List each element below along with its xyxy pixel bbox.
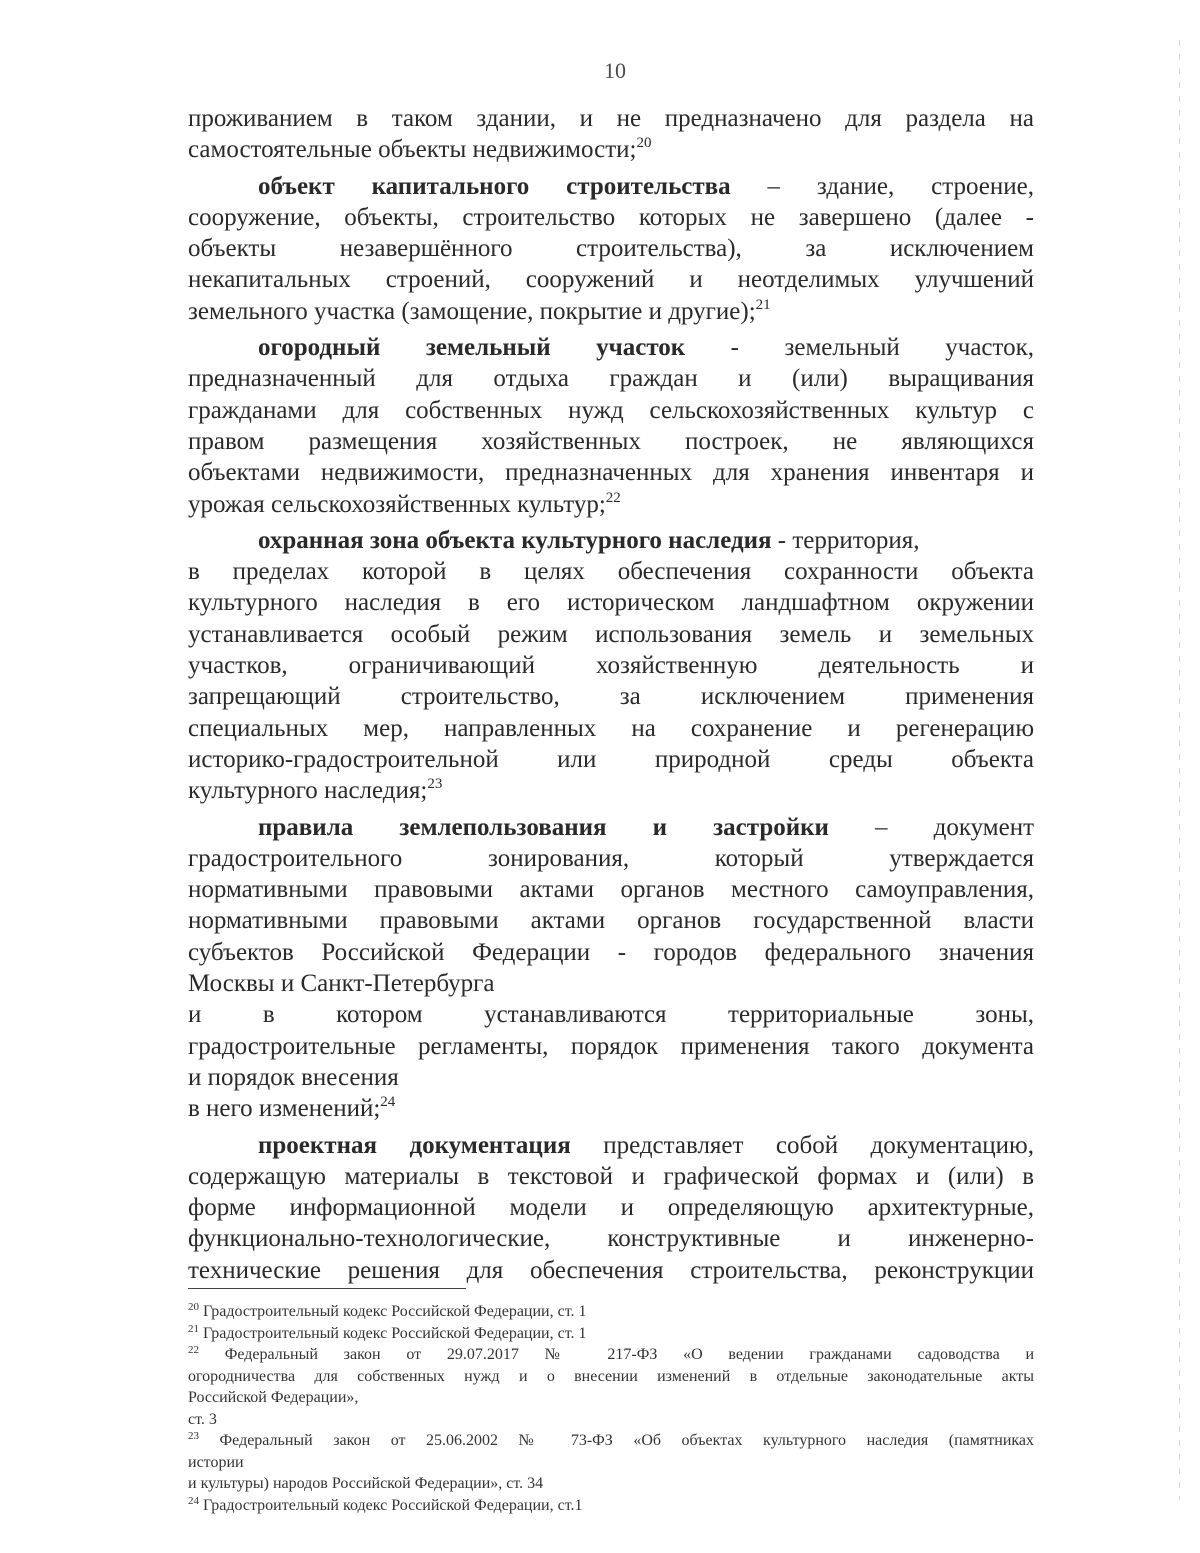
text-line: объектами недвижимости, предназначенных для хранения инвентаря и — [188, 459, 1034, 487]
footnotes — [188, 1301, 1034, 1516]
text-line-content: урожая сельскохозяйственных культур; — [188, 490, 606, 518]
footnote-ref: 20 — [636, 135, 652, 152]
text-line: функционально-технологические, конструктивные и инженерно- — [188, 1225, 1034, 1253]
footnote-line: ст. 3 — [188, 1410, 217, 1428]
text-line — [188, 812, 1034, 843]
footnote — [188, 1301, 1034, 1323]
text-line: Москвы и Санкт-Петербурга — [188, 970, 495, 998]
footnote-ref: 24 — [380, 1094, 396, 1111]
text-line-content: самостоятельные объекты недвижимости; — [188, 136, 637, 164]
footnote-line: и культуры) народов Российской Федерации», ст. 34 — [188, 1475, 544, 1492]
text-line: запрещающий строительство, за исключением применения — [188, 683, 1034, 711]
footnote-text: Градостроительный кодекс Российской Федерации, ст.1 — [203, 1496, 583, 1514]
defined-term: огородный земельный участок — [258, 334, 686, 362]
text-line-content: земельного участка (замощение, покрытие и другие); — [188, 297, 756, 325]
text-line-content: - земельный участок, — [685, 334, 1035, 362]
text-line — [188, 134, 1034, 165]
footnote-line — [188, 1344, 1034, 1366]
footnote-number: 23 — [188, 1430, 199, 1442]
text-line — [188, 775, 1034, 806]
definition-paragraph — [188, 332, 1034, 520]
text-line: некапитальных строений, сооружений и неотделимых улучшений — [188, 266, 1034, 294]
footnote-ref: 22 — [605, 489, 621, 506]
text-line: нормативными правовыми актами органов государственной власти — [188, 907, 1034, 935]
definition-paragraph — [188, 812, 1034, 1125]
text-line-content: в него изменений; — [188, 1095, 381, 1123]
text-line: нормативными правовыми актами органов местного самоуправления, — [188, 876, 1034, 904]
footnote-ref: 21 — [755, 296, 771, 313]
footnote-text: Федеральный закон от 25.06.2002 № 73-ФЗ «Об объектах культурного наследия (памятниках — [219, 1432, 1035, 1449]
text-line: культурного наследия в его историческом ландшафтном окружении — [188, 589, 1034, 617]
text-line-content: культурного наследия; — [188, 777, 428, 805]
footnote-line — [188, 1301, 1034, 1323]
text-line: объекты незавершённого строительства), за исключением — [188, 235, 1034, 263]
defined-term: охранная зона объекта культурного наследия — [258, 526, 772, 554]
footnote-number: 24 — [188, 1494, 199, 1507]
text-line: гражданами для собственных нужд сельскохозяйственных культур с — [188, 396, 1034, 424]
page-number: 10 — [604, 58, 626, 83]
text-line — [188, 1130, 1034, 1161]
footnote-number: 21 — [188, 1322, 199, 1335]
text-line: и в котором устанавливаются территориальные зоны, — [188, 1001, 1034, 1029]
footnote-line: истории — [188, 1453, 244, 1471]
footnote-number: 20 — [188, 1301, 199, 1313]
document-body — [188, 103, 1034, 1286]
text-line-content: – здание, строение, — [730, 172, 1034, 200]
text-line-content: представляет собой документацию, — [570, 1131, 1034, 1159]
footnote-line — [188, 1430, 1034, 1452]
text-line-content: - территория, — [771, 526, 920, 554]
footnote-separator — [188, 1288, 466, 1289]
footnote-line: огородничества для собственных нужд и о внесении изменений в отдельные законодательные акты — [188, 1367, 1034, 1385]
footnote-text: Градостроительный кодекс Российской Федерации, ст. 1 — [203, 1324, 587, 1342]
text-line: в пределах которой в целях обеспечения сохранности объекта — [188, 558, 1034, 586]
footnote-number: 22 — [188, 1344, 199, 1356]
defined-term: объект капитального строительства — [258, 172, 731, 200]
text-line: градостроительного зонирования, который утверждается — [188, 844, 1034, 872]
scan-edge-mark — [1179, 40, 1180, 1500]
definition-paragraph — [188, 1130, 1034, 1286]
definition-paragraph — [188, 171, 1034, 327]
text-line: и порядок внесения — [188, 1063, 399, 1091]
text-line: субъектов Российской Федерации - городов федерального значения — [188, 938, 1034, 966]
text-line-content: – документ — [828, 813, 1035, 841]
text-line: предназначенный для отдыха граждан и (или) выращивания — [188, 365, 1034, 393]
paragraph-continuation — [188, 103, 1034, 166]
text-line: форме информационной модели и определяющую архитектурные, — [188, 1194, 1034, 1222]
definition-paragraph — [188, 525, 1034, 807]
text-line: участков, ограничивающий хозяйственную деятельность и — [188, 652, 1034, 680]
text-line: градостроительные регламенты, порядок применения такого документа — [188, 1032, 1034, 1060]
footnote-ref: 23 — [427, 776, 443, 793]
footnote-line — [188, 1495, 1034, 1517]
footnote-text: Градостроительный кодекс Российской Федерации, ст. 1 — [203, 1303, 587, 1320]
text-line — [188, 332, 1034, 363]
defined-term: правила землепользования и застройки — [258, 813, 829, 841]
footnote-line — [188, 1323, 1034, 1345]
text-line: технические решения для обеспечения строительства, реконструкции — [188, 1256, 1034, 1284]
footnote — [188, 1430, 1034, 1495]
text-line — [188, 296, 1034, 327]
footnote-line: Российской Федерации», — [188, 1389, 359, 1406]
text-line — [188, 525, 1034, 556]
text-line: историко-градостроительной или природной среды объекта — [188, 745, 1034, 773]
text-line: содержащую материалы в текстовой и графической формах и (или) в — [188, 1162, 1034, 1190]
text-line — [188, 489, 1034, 520]
text-line — [188, 1093, 1034, 1124]
footnote — [188, 1344, 1034, 1430]
text-line: сооружение, объекты, строительство которых не завершено (далее - — [188, 203, 1034, 231]
text-line: проживанием в таком здании, и не предназначено для раздела на — [188, 105, 1034, 132]
text-line: правом размещения хозяйственных построек, не являющихся — [188, 427, 1034, 455]
text-line — [188, 171, 1034, 202]
footnote — [188, 1495, 1034, 1517]
text-line: устанавливается особый режим использования земель и земельных — [188, 620, 1034, 648]
footnote-text: Федеральный закон от 29.07.2017 № 217-ФЗ «О ведении гражданами садоводства и — [224, 1346, 1035, 1363]
text-line: специальных мер, направленных на сохранение и регенерацию — [188, 714, 1034, 742]
footnote — [188, 1323, 1034, 1345]
defined-term: проектная документация — [258, 1131, 571, 1159]
